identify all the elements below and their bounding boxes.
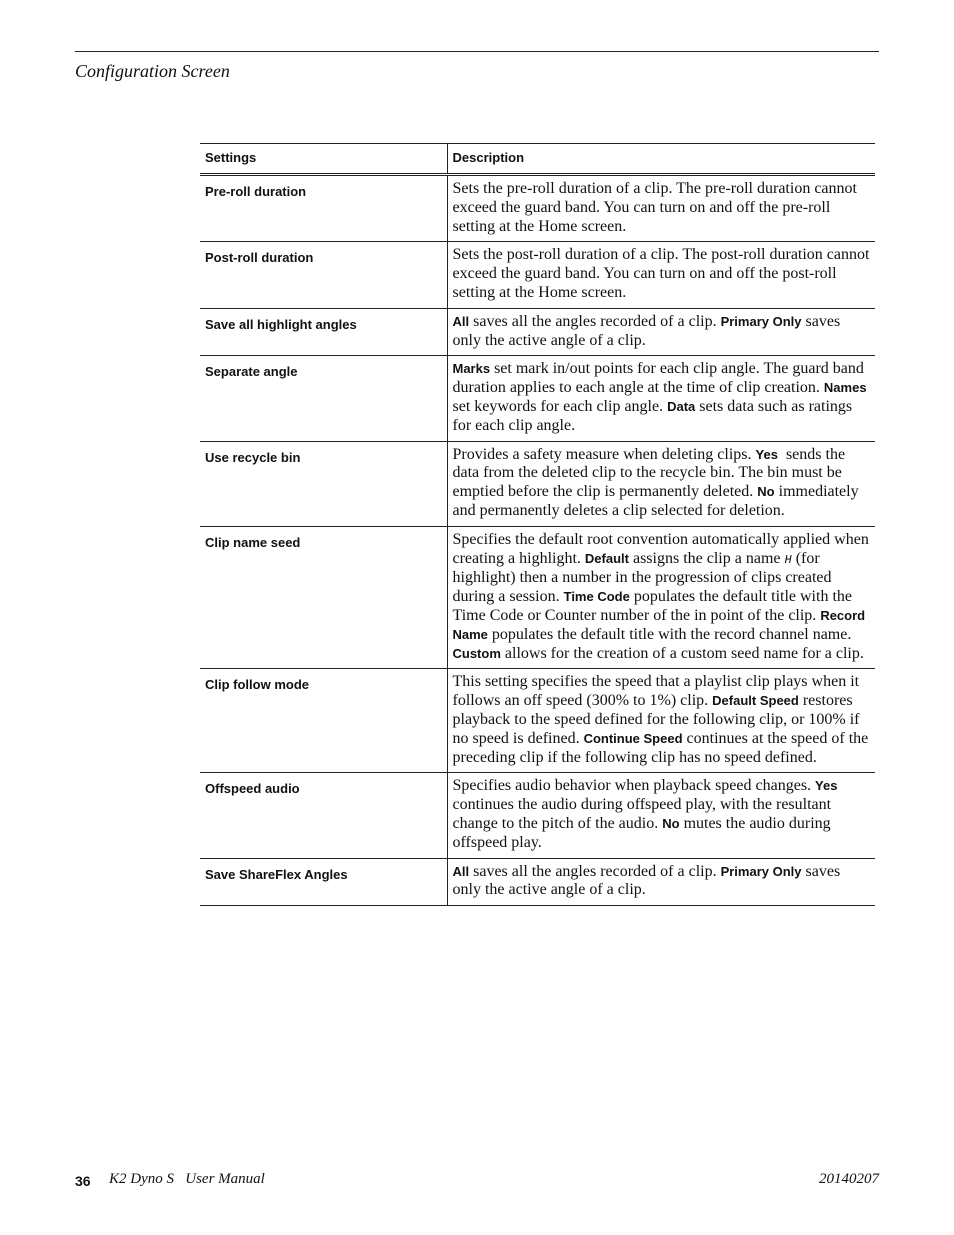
- description-text: set mark in/out points for each clip angle. The guard band duration applies to each angle at the time of clip creation.: [452, 360, 868, 397]
- option-keyword: No: [662, 815, 680, 831]
- description-text: assigns the clip a name: [628, 549, 785, 567]
- setting-name: Save all highlight angles: [200, 308, 447, 356]
- option-keyword: Names: [823, 380, 867, 396]
- manual-title: K2 Dyno S User Manual: [109, 1171, 265, 1187]
- option-keyword: Yes: [755, 446, 778, 462]
- table-row: [200, 526, 875, 669]
- setting-description: [447, 356, 875, 441]
- option-keyword: No: [757, 484, 775, 500]
- option-keyword: Data: [667, 398, 696, 414]
- page-number: 36: [75, 1173, 91, 1189]
- description-text: sends the data from the deleted clip to the recycle bin. The bin must be emptied before the clip is permanently deleted.: [452, 445, 850, 501]
- option-keyword: All: [452, 313, 470, 329]
- description-text: (for highlight) then a number in the progression of clips created during a session.: [452, 549, 836, 606]
- description-text: continues at the speed of the preceding clip if the following clip has no speed defined.: [452, 729, 873, 766]
- header-rule: [75, 51, 879, 52]
- section-title: Configuration Screen: [75, 61, 230, 81]
- description-text: mutes the audio during offspeed play.: [452, 814, 835, 851]
- table-header-row: [200, 144, 875, 175]
- setting-name: Save ShareFlex Angles: [200, 858, 447, 906]
- description-column-header: Description: [447, 144, 875, 175]
- option-keyword: Primary Only: [720, 863, 802, 879]
- table-row: [200, 858, 875, 906]
- table-row: [200, 356, 875, 441]
- option-keyword: All: [452, 863, 470, 879]
- description-text: sets data such as ratings for each clip angle.: [452, 397, 857, 434]
- settings-column-header: Settings: [200, 144, 447, 175]
- description-text: populates the default title with the record channel name.: [487, 625, 856, 643]
- description-text: Provides a safety measure when deleting clips.: [452, 445, 756, 463]
- description-text: set keywords for each clip angle.: [452, 379, 871, 415]
- table-row: [200, 175, 875, 242]
- setting-description: [447, 526, 875, 669]
- option-keyword: Continue Speed: [583, 730, 683, 746]
- option-keyword: Default Speed: [712, 693, 799, 709]
- code-text: H: [784, 552, 792, 567]
- description-text: immediately and permanently deletes a clip selected for deletion.: [452, 483, 863, 519]
- setting-name: Separate angle: [200, 356, 447, 441]
- description-text: continues the audio during offspeed play, with the resultant change to the pitch of the audio.: [452, 777, 842, 832]
- setting-name: Pre-roll duration: [200, 175, 447, 242]
- option-keyword: Time Code: [563, 589, 630, 605]
- setting-description: [447, 773, 875, 858]
- option-keyword: Yes: [815, 778, 838, 794]
- document-date: 20140207: [819, 1171, 879, 1187]
- setting-name: Clip follow mode: [200, 669, 447, 773]
- description-text: saves all the angles recorded of a clip.: [469, 312, 721, 330]
- setting-description: [447, 858, 875, 906]
- option-keyword: Primary Only: [720, 313, 802, 329]
- setting-description: [447, 175, 875, 242]
- settings-table: [200, 143, 875, 906]
- table-row: [200, 308, 875, 356]
- description-text: allows for the creation of a custom seed name for a clip.: [500, 644, 864, 662]
- table-row: [200, 242, 875, 308]
- description-text: Sets the pre-roll duration of a clip. The pre-roll duration cannot exceed the guard band. You can turn on and off the pre-roll setting at the Home screen.: [452, 180, 861, 235]
- table-row: [200, 669, 875, 773]
- description-text: This setting specifies the speed that a playlist clip plays when it follows an off speed (300% to 1%) clip.: [452, 673, 864, 710]
- description-text: saves only the active angle of a clip.: [452, 862, 845, 899]
- option-keyword: Marks: [452, 361, 491, 377]
- setting-description: [447, 441, 875, 526]
- option-keyword: Record Name: [452, 607, 869, 642]
- description-text: Specifies the default root convention automatically applied when creating a highlight.: [452, 530, 873, 567]
- description-text: populates the default title with the Time Code or Counter number of the in point of the clip.: [452, 588, 856, 624]
- option-keyword: Default: [584, 550, 629, 566]
- description-text: saves all the angles recorded of a clip.: [469, 862, 721, 880]
- table-row: [200, 773, 875, 858]
- option-keyword: Custom: [452, 645, 501, 661]
- setting-name: Clip name seed: [200, 526, 447, 669]
- setting-description: [447, 669, 875, 773]
- setting-name: Use recycle bin: [200, 441, 447, 526]
- description-text: saves only the active angle of a clip.: [452, 312, 845, 349]
- setting-description: [447, 242, 875, 308]
- description-text: Specifies audio behavior when playback speed changes.: [452, 777, 816, 795]
- table-row: [200, 441, 875, 526]
- description-text: restores playback to the speed defined for the following clip, or 100% if no speed is defined.: [452, 692, 864, 747]
- setting-description: [447, 308, 875, 356]
- setting-name: Offspeed audio: [200, 773, 447, 858]
- setting-name: Post-roll duration: [200, 242, 447, 308]
- description-text: Sets the post-roll duration of a clip. The post-roll duration cannot exceed the guard band. You can turn on and off the post-roll setting at the Home screen.: [452, 246, 874, 301]
